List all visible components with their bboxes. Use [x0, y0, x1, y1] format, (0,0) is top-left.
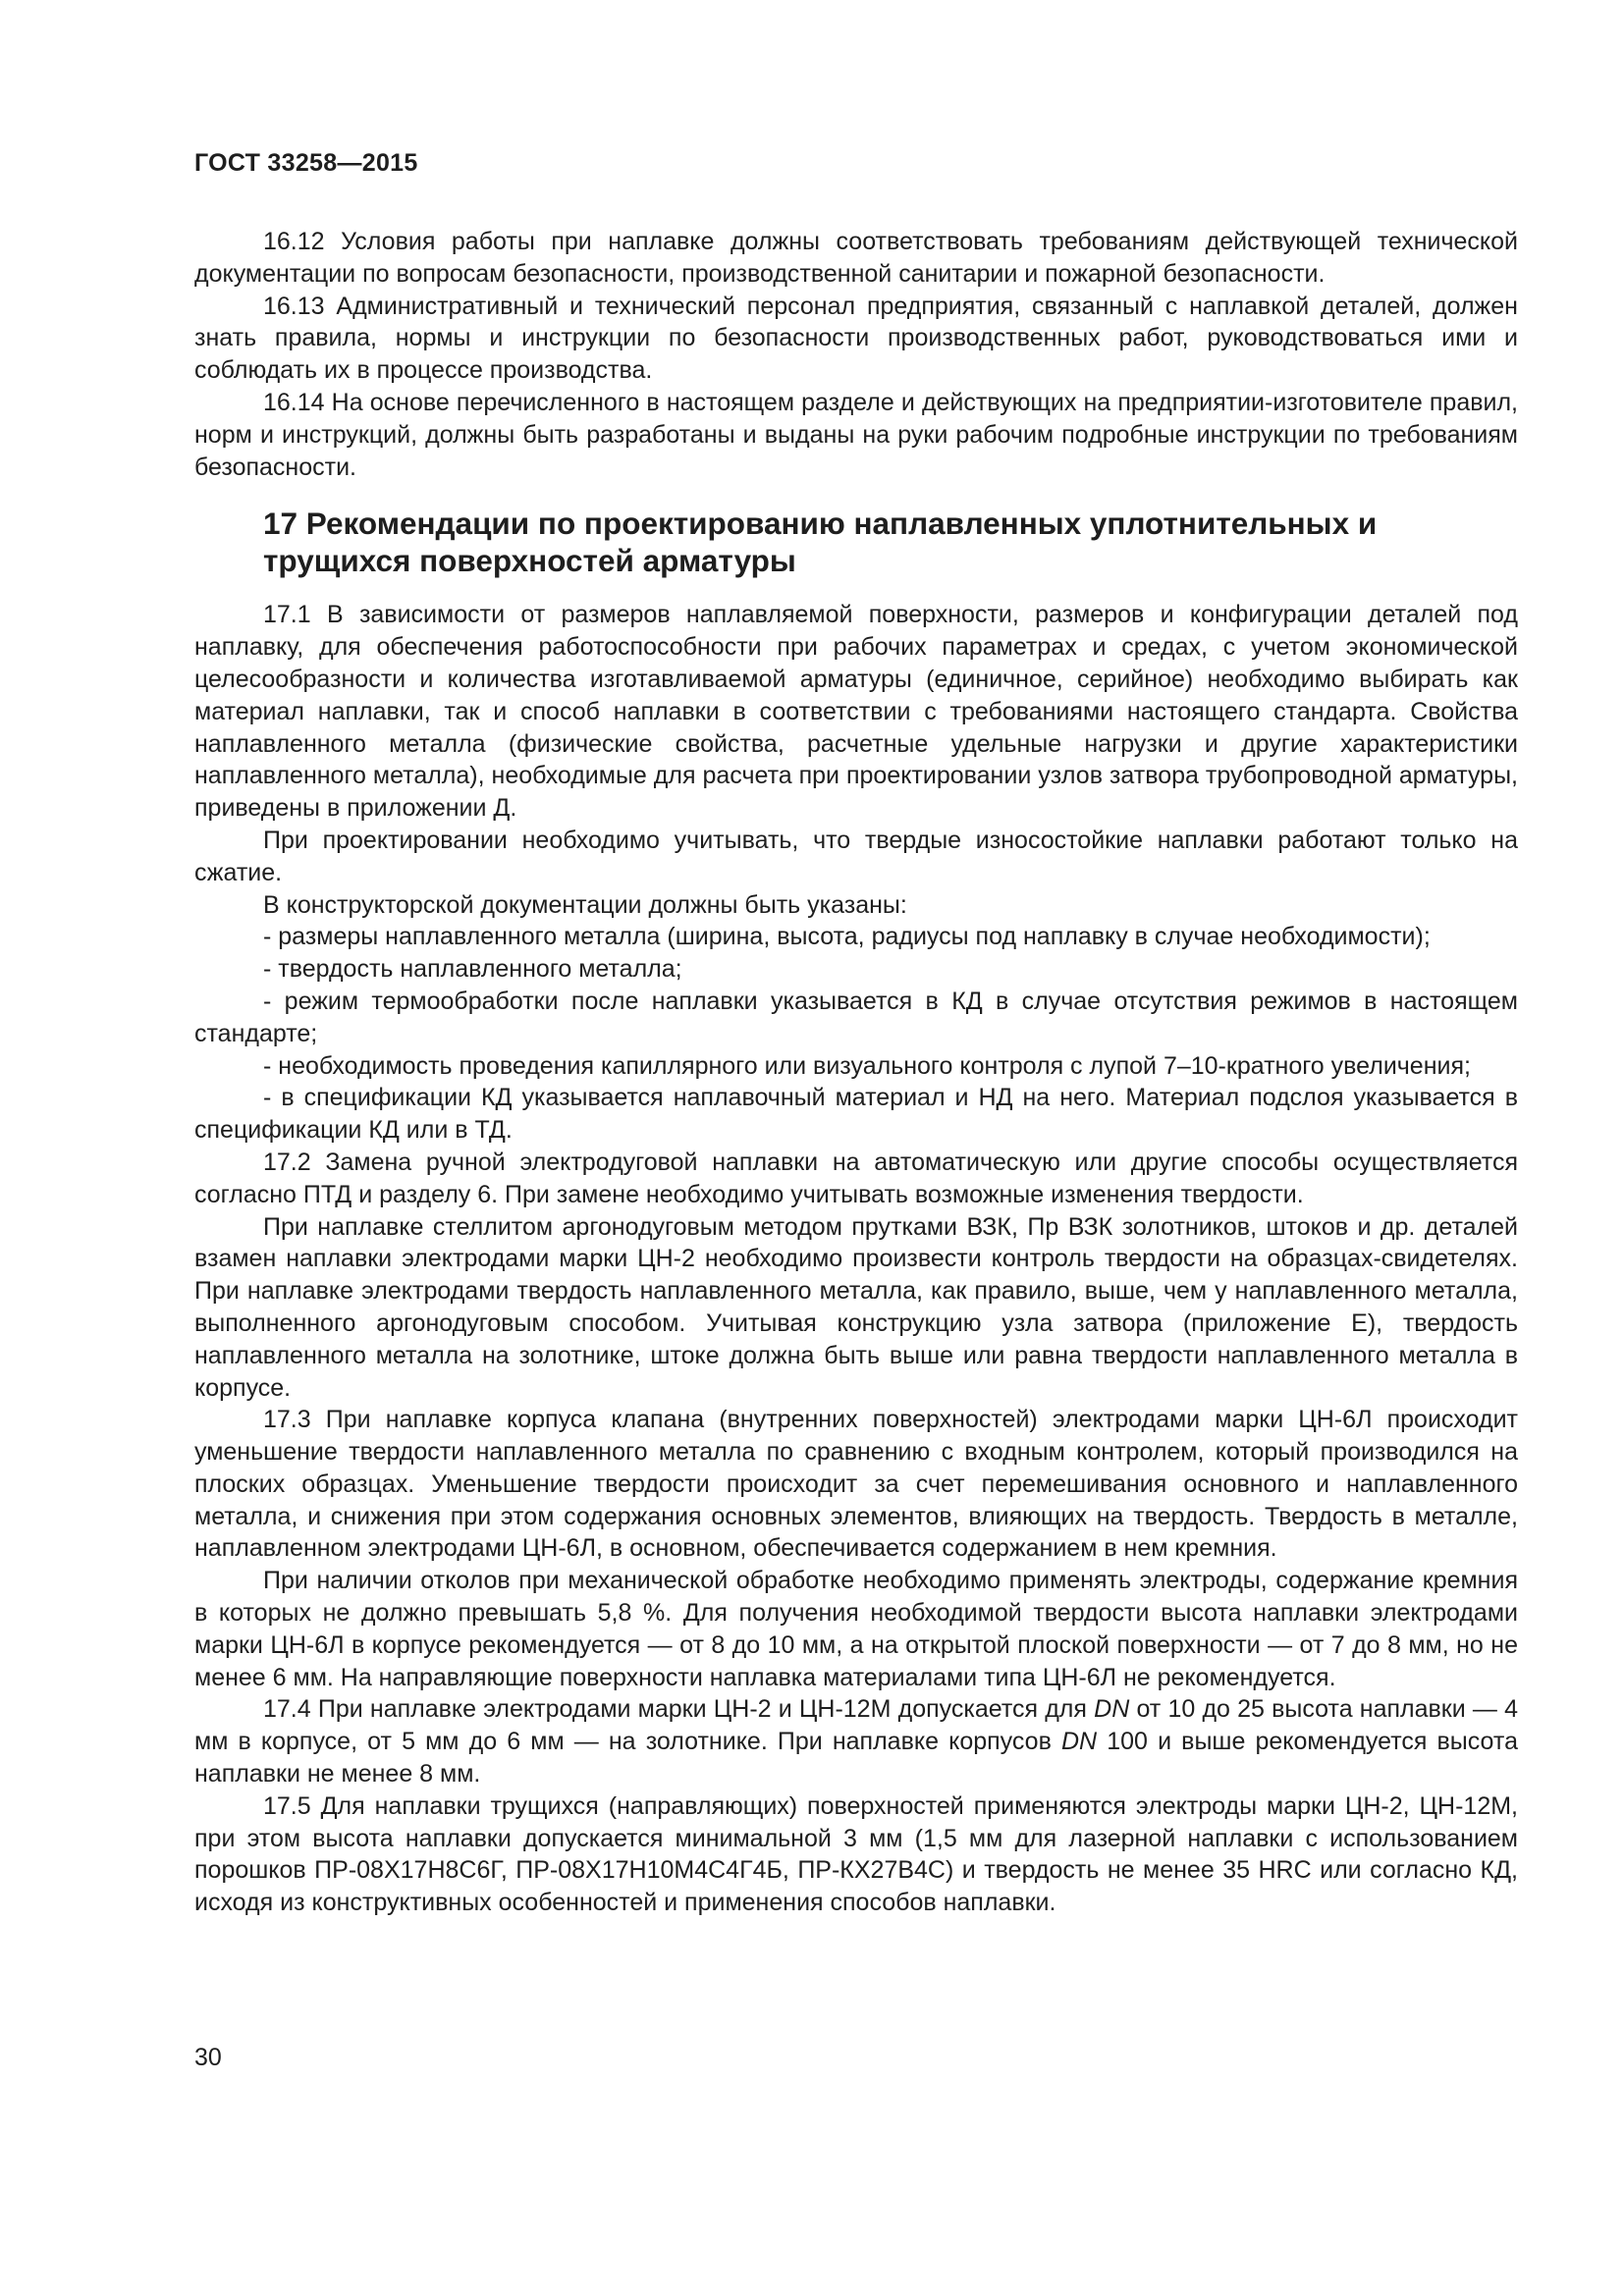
document-code-header: ГОСТ 33258—2015	[194, 149, 418, 177]
paragraph-16-13: 16.13 Административный и технический персонал предприятия, связанный с наплавкой деталей, должен знать правила, нормы и инструкции по безопасности производственных работ, руководствоваться ими и соблюдать их в процессе производства.	[194, 292, 1518, 385]
list-item: - размеры наплавленного металла (ширина, высота, радиусы под наплавку в случае необходимости);	[263, 923, 1431, 951]
list-item: - необходимость проведения капиллярного или визуального контроля с лупой 7–10-кратного увеличения;	[263, 1051, 1471, 1080]
dn-symbol: DN	[1061, 1728, 1098, 1756]
section-17-title	[194, 505, 1518, 579]
p17-4-part-2: от 10 до 25 высота наплавки — 4 мм в корпусе, от 5 мм до 6 мм — на золотнике. При наплавке корпусов	[194, 1695, 1519, 1756]
paragraph-17-2-stellite: При наплавке стеллитом аргонодуговым методом прутками ВЗК, Пр ВЗК золотников, штоков и др. деталей взамен наплавки электродами марки ЦН-2 необходимо произвести контроль твердости на образцах-свидетелях. При наплавке электродами твердость наплавленного металла, как правило, выше, чем у наплавленного металла, выполненного аргонодуговым способом. Учитывая конструкцию узла затвора (приложение Е), твердость наплавленного металла на золотнике, штоке должна быть выше или равна твердости наплавленного металла в корпусе.	[194, 1212, 1518, 1402]
paragraph-17-3-chipping: При наличии отколов при механической обработке необходимо применять электроды, содержание кремния в которых не должно превышать 5,8 %. Для получения необходимой твердости высота наплавки электродами марки ЦН-6Л в корпусе рекомендуется — от 8 до 10 мм, а на открытой плоской поверхности — от 7 до 8 мм, но не менее 6 мм. На направляющие поверхности наплавка материалами типа ЦН-6Л не рекомендуется.	[194, 1567, 1518, 1691]
paragraph-17-5: 17.5 Для наплавки трущихся (направляющих) поверхностей применяются электроды марки ЦН-2, ЦН-12М, при этом высота наплавки допускается минимальной 3 мм (1,5 мм для лазерной наплавки с использованием порошков ПР-08Х17Н8С6Г, ПР-08Х17Н10М4С4Г4Б, ПР-КХ27В4С) и твердость не менее 35 HRC или согласно КД, исходя из конструктивных особенностей и применения способов наплавки.	[194, 1791, 1518, 1917]
p17-4-part-1: 17.4 При наплавке электродами марки ЦН-2 и ЦН-12М допускается для	[263, 1695, 1095, 1724]
paragraph-17-1: 17.1 В зависимости от размеров наплавляемой поверхности, размеров и конфигурации деталей под наплавку, для обеспечения работоспособности при рабочих параметрах и средах, с учетом экономической целесообразности и количества изготавливаемой арматуры (единичное, серийное) необходимо выбирать как материал наплавки, так и способ наплавки в соответствии с требованиями настоящего стандарта. Свойства наплавленного металла (физические свойства, расчетные удельные нагрузки и другие характеристики наплавленного металла), необходимые для расчета при проектировании узлов затвора трубопроводной арматуры, приведены в приложении Д.	[194, 601, 1518, 823]
paragraph-17-4	[194, 1693, 1518, 1789]
paragraph-16-12: 16.12 Условия работы при наплавке должны соответствовать требованиям действующей технической документации по вопросам безопасности, производственной санитарии и пожарной безопасности.	[194, 228, 1518, 288]
paragraph-17-3: 17.3 При наплавке корпуса клапана (внутренних поверхностей) электродами марки ЦН-6Л происходит уменьшение твердости наплавленного металла по сравнению с входным контролем, который производился на плоских образцах. Уменьшение твердости происходит за счет перемешивания основного и наплавленного металла, и снижения при этом содержания основных элементов, влияющих на твердость. Твердость в металле, наплавленном электродами ЦН-6Л, в основном, обеспечивается содержанием в нем кремния.	[194, 1406, 1518, 1563]
section-title-line-1: 17 Рекомендации по проектированию наплавленных уплотнительных и	[263, 506, 1378, 542]
list-item: - режим термообработки после наплавки указывается в КД в случае отсутствия режимов в настоящем стандарте;	[194, 987, 1518, 1047]
list-item: - в спецификации КД указывается наплавочный материал и НД на него. Материал подслоя указывается в спецификации КД или в ТД.	[194, 1084, 1518, 1145]
dn-symbol: DN	[1094, 1695, 1130, 1724]
paragraph-17-1-compression: При проектировании необходимо учитывать, что твердые износостойкие наплавки работают только на сжатие.	[194, 826, 1518, 886]
paragraph-17-1-kd-list-intro: В конструкторской документации должны быть указаны:	[263, 890, 907, 919]
page-number: 30	[194, 2044, 222, 2071]
list-item: - твердость наплавленного металла;	[263, 955, 682, 984]
section-title-line-2: трущихся поверхностей арматуры	[263, 543, 796, 579]
p17-4-part-3: 100 и выше рекомендуется высота наплавки не менее 8 мм.	[194, 1728, 1518, 1789]
paragraph-16-14: 16.14 На основе перечисленного в настоящем разделе и действующих на предприятии-изготовителе правил, норм и инструкций, должны быть разработаны и выданы на руки рабочим подробные инструкции по требованиям безопасности.	[194, 388, 1518, 481]
paragraph-17-2: 17.2 Замена ручной электродуговой наплавки на автоматическую или другие способы осуществляется согласно ПТД и разделу 6. При замене необходимо учитывать возможные изменения твердости.	[194, 1148, 1518, 1208]
document-body	[194, 226, 1518, 1919]
